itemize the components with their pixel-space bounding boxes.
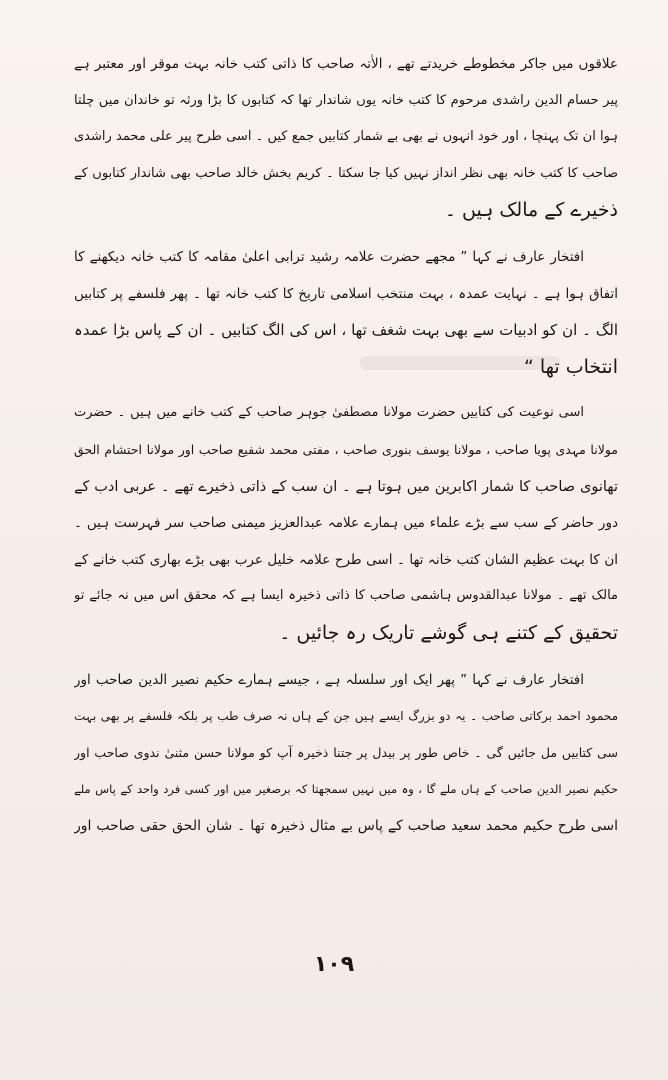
paragraph-2 <box>74 239 618 385</box>
text-line: مولانا مہدی پویا صاحب ، مولانا یوسف بنوری صاحب ، مفتی محمد شفیع صاحب اور مولانا احتشام الحق <box>74 441 618 457</box>
text-line: اسی طرح حکیم محمد سعید صاحب کے پاس بے مثال ذخیرہ تھا ۔ شان الحق حقی صاحب اور <box>74 817 618 834</box>
text-line: افتخار عارف نے کہا ” پھر ایک اور سلسلہ ہے ، جیسے ہمارے حکیم نصیر الدین صاحب اور <box>74 671 584 688</box>
text-line: الگ ۔ ان کو ادبیات سے بھی بہت شغف تھا ، اس کی الگ کتابیں ۔ ان کے پاس بڑا عمدہ <box>74 321 618 340</box>
text-line: سی کتابیں مل جائیں گی ۔ خاص طور پر بیدل پر جتنا ذخیرہ آپ کو مولانا حسن مثنیٰ ندوی صاحب اور <box>74 744 618 760</box>
text-line: صاحب کا کتب خانہ بھی نظر انداز نہیں کیا جا سکتا ۔ کریم بخش خالد صاحب بھی شاندار کتابوں کے <box>74 165 618 181</box>
text-line: ان کا بہت عظیم الشان کتب خانہ تھا ۔ اسی طرح علامہ خلیل عرب بھی بڑے بھاری کتب خانے کے <box>74 551 618 568</box>
text-line: محمود احمد برکاتی صاحب ۔ یہ دو بزرگ ایسے ہیں جن کے ہاں نہ صرف طب پر بلکہ فلسفے پر بھی بہت <box>74 709 618 724</box>
text-line: ذخیرے کے مالک ہیں ۔ <box>444 199 618 222</box>
text-line: افتخار عارف نے کہا ” مجھے حضرت علامہ رشید ترابی اعلیٰ مقامہ کا کتب خانہ دیکھنے کا <box>74 248 584 265</box>
page-body-text <box>74 46 618 844</box>
text-line: ہوا ان تک پہنچا ، اور خود انہوں نے بھی بے شمار کتابیں جمع کیں ۔ اسی طرح پیر علی محمد راشدی <box>74 129 618 145</box>
text-line: پیر حسام الدین راشدی مرحوم کا کتب خانہ یوں شاندار تھا کہ کتابوں کا بڑا ورثہ تو خاندان میں چلتا <box>74 92 618 108</box>
paragraph-1 <box>74 46 618 229</box>
paragraph-4 <box>74 662 618 845</box>
text-line: تحقیق کے کتنے ہی گوشے تاریک رہ جائیں ۔ <box>279 621 618 644</box>
text-line: علاقوں میں جاکر مخطوطے خریدتے تھے ، الاٰتہ صاحب کا ذاتی کتب خانہ بہت موقر اور معتبر ہے <box>74 56 618 72</box>
text-line: اسی نوعیت کی کتابیں حضرت مولانا مصطفیٰ جوہر صاحب کے کتب خانے میں ہیں ۔ حضرت <box>74 405 584 421</box>
text-line: دور حاضر کے سب سے بڑے علماء میں ہمارے علامہ عبدالعزیز میمنی صاحب سر فہرست ہیں ۔ <box>74 515 618 532</box>
page-number: ۱۰۹ <box>313 952 355 977</box>
text-line: حکیم نصیر الدین صاحب کے ہاں ملے گا ، وہ میں نہیں سمجھتا کہ برصغیر میں اور کسی فرد واحد کے پاس ملے <box>74 782 618 797</box>
text-line: اتفاق ہوا ہے ۔ نہایت عمدہ ، بہت منتخب اسلامی تاریخ کا کتب خانہ تھا ۔ پھر فلسفے پر کتابیں <box>74 285 618 302</box>
text-line: مالک تھے ۔ مولانا عبدالقدوس ہاشمی صاحب کا ذاتی ذخیرہ ایسا ہے کہ محقق اس میں نہ جائے تو <box>74 588 618 604</box>
text-line: تھانوی صاحب کا شمار اکابرین میں ہوتا ہے ۔ ان سب کے ذاتی ذخیرے تھے ۔ عربی ادب کے <box>74 478 618 495</box>
paragraph-3 <box>74 395 618 651</box>
text-line: انتخاب تھا “ <box>524 355 618 378</box>
